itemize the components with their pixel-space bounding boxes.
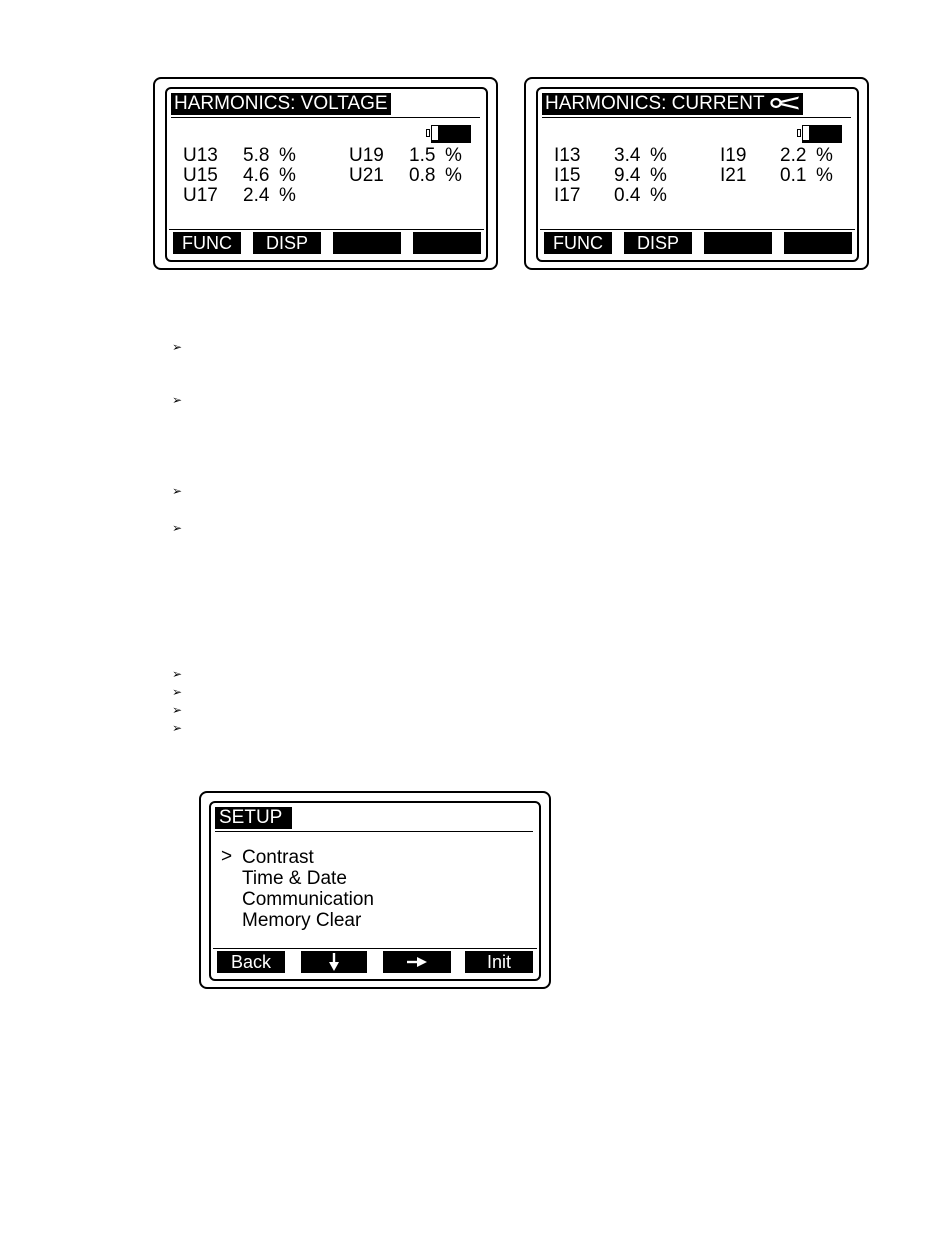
bullet-icon: ➢ <box>172 521 183 535</box>
bullet-icon: ➢ <box>172 667 183 681</box>
right-softkey[interactable] <box>383 951 451 973</box>
setup-screen <box>199 791 551 989</box>
current-title-bar <box>542 93 851 118</box>
current-softkey-bar <box>540 229 855 256</box>
init-softkey[interactable]: Init <box>465 951 533 973</box>
voltage-title: HARMONICS: VOLTAGE <box>171 93 391 115</box>
arrow-down-icon <box>327 952 341 972</box>
menu-item-communication[interactable]: Communication <box>242 889 374 910</box>
func-softkey[interactable]: FUNC <box>544 232 612 254</box>
softkey-3[interactable] <box>704 232 772 254</box>
arrow-right-icon <box>406 955 428 969</box>
back-softkey[interactable]: Back <box>217 951 285 973</box>
disp-softkey[interactable]: DISP <box>624 232 692 254</box>
voltage-screen <box>153 77 498 270</box>
bullet-icon: ➢ <box>172 721 183 735</box>
bullet-icon: ➢ <box>172 484 183 498</box>
menu-item-memory-clear[interactable]: Memory Clear <box>242 910 362 931</box>
bullet-icon: ➢ <box>172 685 183 699</box>
func-softkey[interactable]: FUNC <box>173 232 241 254</box>
softkey-4[interactable] <box>413 232 481 254</box>
voltage-softkey-bar <box>169 229 484 256</box>
selection-cursor: > <box>221 846 233 867</box>
current-title: HARMONICS: CURRENT <box>542 93 803 115</box>
setup-title: SETUP <box>215 807 292 829</box>
setup-title-bar <box>215 807 533 832</box>
softkey-3[interactable] <box>333 232 401 254</box>
setup-screen-display <box>209 801 541 981</box>
bullet-icon: ➢ <box>172 340 183 354</box>
clamp-icon <box>770 95 800 111</box>
menu-item-contrast[interactable]: Contrast <box>242 847 314 868</box>
disp-softkey[interactable]: DISP <box>253 232 321 254</box>
current-screen-display: HARMONICS: CURRENT I13 3.4 % I15 9.4 % I17 0.4 % I19 2.2 % I21 0.1 % FUNC DISP <box>536 87 859 262</box>
softkey-4[interactable] <box>784 232 852 254</box>
voltage-title-bar <box>171 93 480 118</box>
down-softkey[interactable] <box>301 951 367 973</box>
current-screen <box>524 77 869 270</box>
menu-item-time-date[interactable]: Time & Date <box>242 868 347 889</box>
battery-icon <box>796 125 842 143</box>
setup-softkey-bar <box>213 948 537 975</box>
battery-icon <box>425 125 471 143</box>
voltage-screen-display: HARMONICS: VOLTAGE U13 5.8 % U15 4.6 % U17 2.4 % U19 1.5 % U21 0.8 % FUNC DISP <box>165 87 488 262</box>
bullet-icon: ➢ <box>172 393 183 407</box>
bullet-icon: ➢ <box>172 703 183 717</box>
